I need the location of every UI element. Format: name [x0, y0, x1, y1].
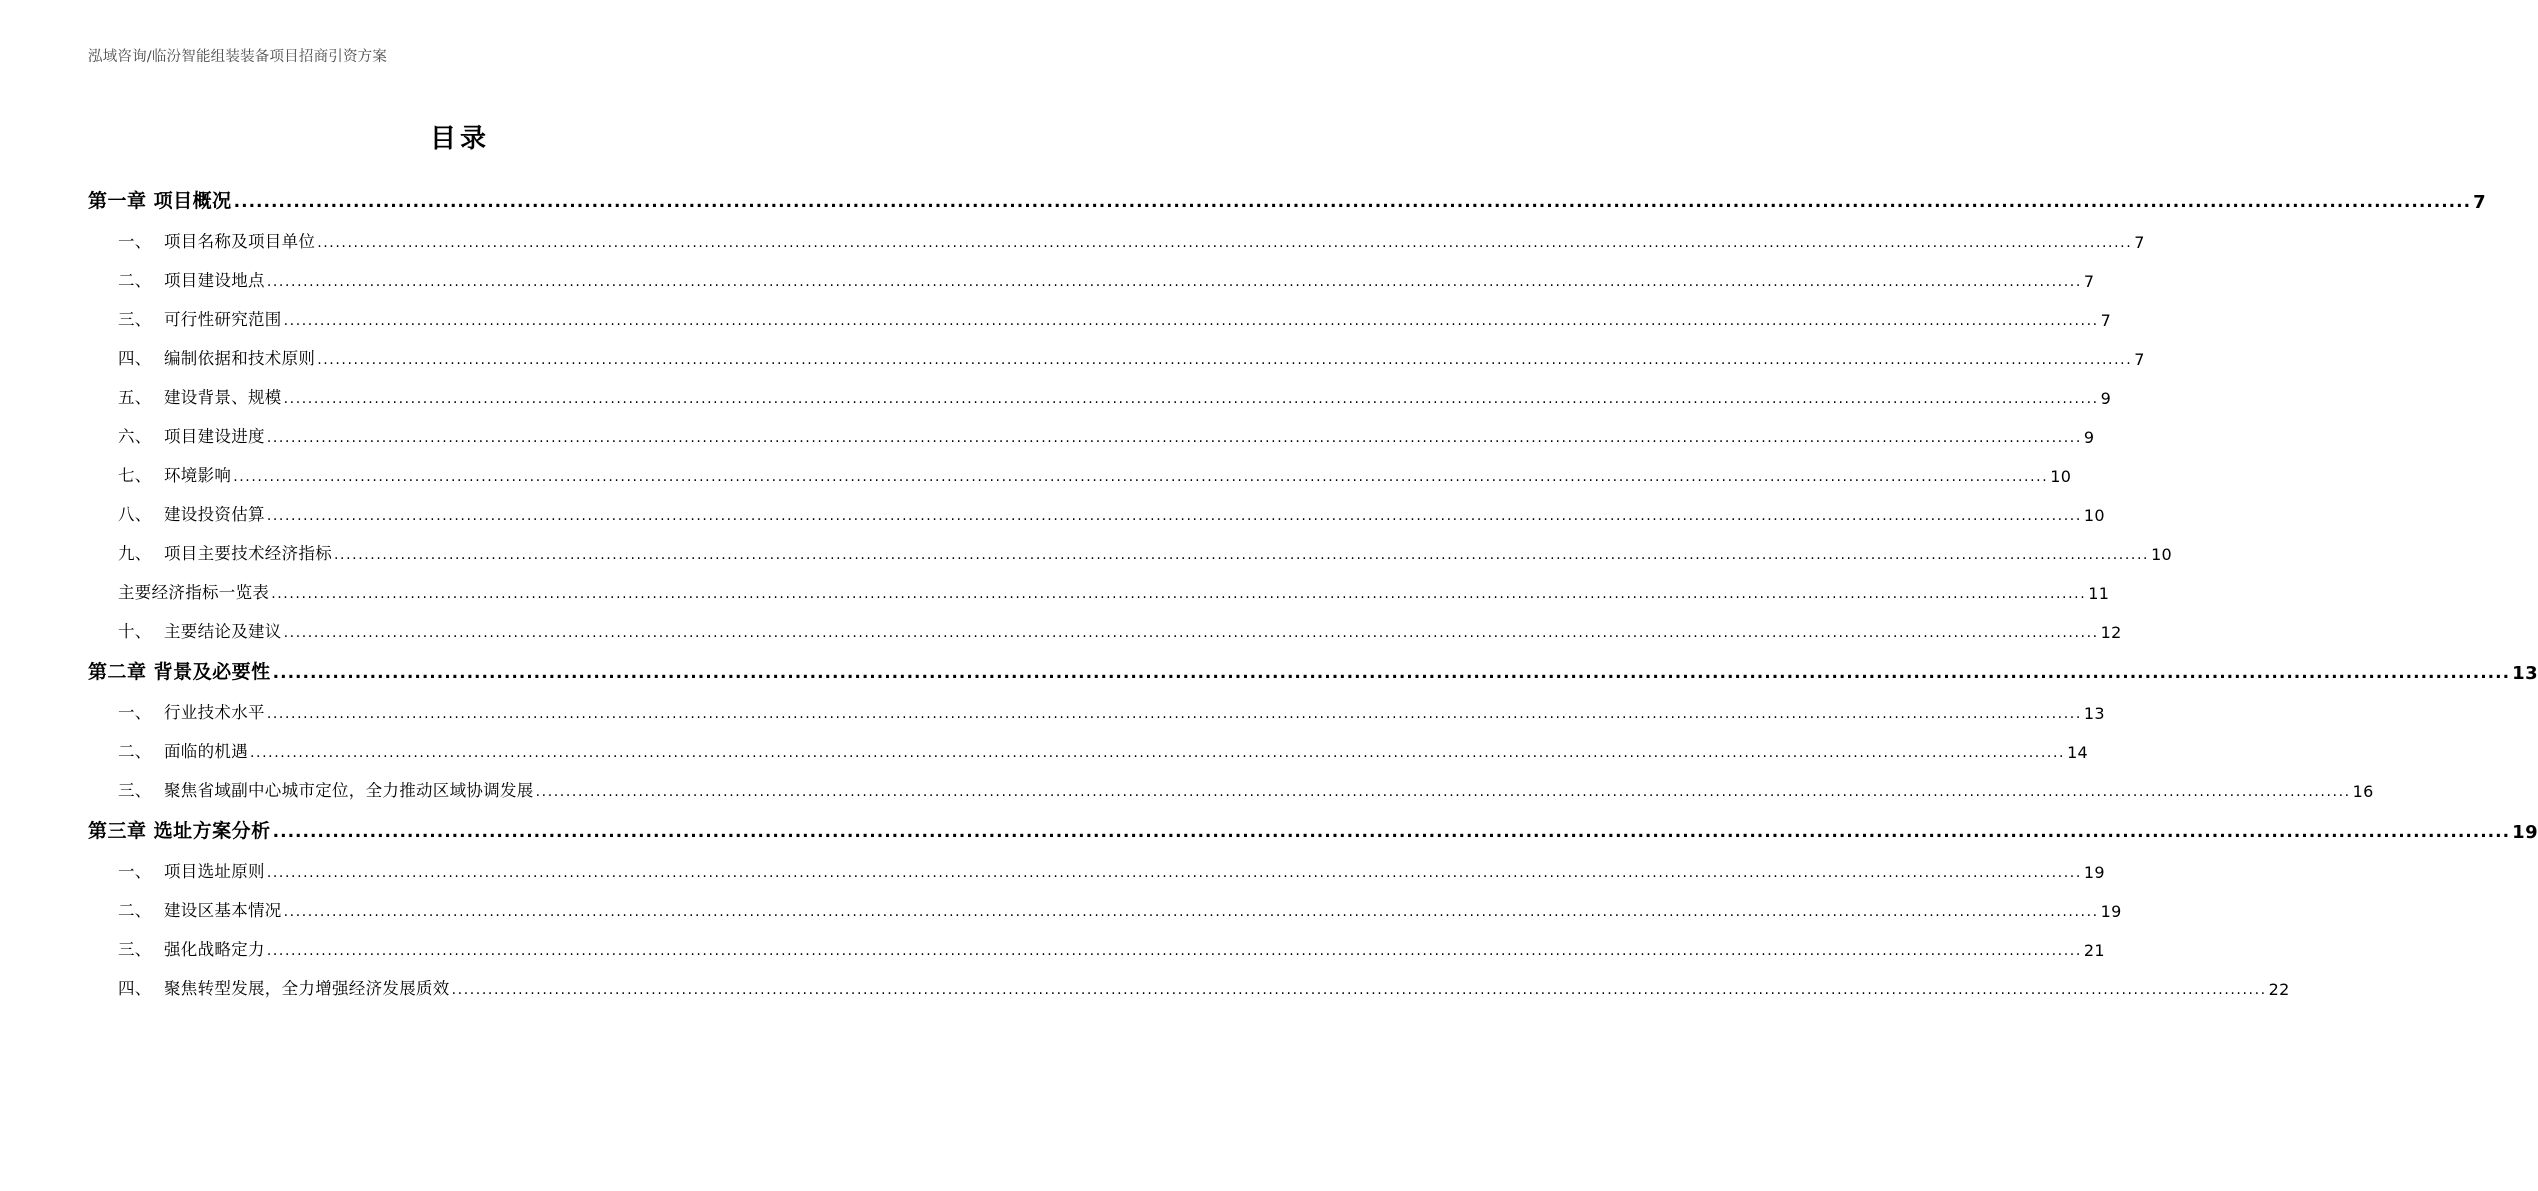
toc-entry-text: 环境影响 — [164, 466, 232, 485]
toc-leader-dots: ............................................................................................................................................................................................................................................................................................................ — [250, 745, 2066, 761]
toc-entry-number: 六、 — [118, 427, 152, 446]
toc-chapter-entry[interactable] — [88, 816, 2538, 843]
toc-leader-dots: ............................................................................................................................................................................................................................................................................................................ — [317, 352, 2133, 368]
toc-leader-dots: ............................................................................................................................................................................................................................................................................................................ — [233, 192, 2472, 212]
toc-entry-text: 项目主要技术经济指标 — [164, 544, 332, 563]
toc-entry-number: 一、 — [118, 862, 152, 881]
toc-chapter-entry[interactable] — [88, 186, 2487, 213]
toc-entry-label — [118, 897, 282, 921]
toc-entry-number: 二、 — [118, 901, 152, 920]
toc-section-entry[interactable] — [88, 897, 2122, 921]
toc-page-number: 21 — [2083, 941, 2105, 960]
toc-page-number: 10 — [2050, 467, 2072, 486]
toc-entry-label — [118, 618, 282, 642]
toc-entry-text: 聚焦省域副中心城市定位，全力推动区域协调发展 — [164, 781, 534, 800]
toc-entry-number: 三、 — [118, 781, 152, 800]
toc-entry-number: 五、 — [118, 388, 152, 407]
toc-page-number: 19 — [2100, 902, 2122, 921]
toc-leader-dots: ............................................................................................................................................................................................................................................................................................................ — [317, 235, 2133, 251]
toc-entry-text: 背景及必要性 — [153, 661, 271, 683]
toc-entry-label — [118, 738, 248, 762]
page-title: 目录 — [429, 124, 490, 154]
toc-page-number: 7 — [2134, 233, 2145, 252]
toc-entry-label — [118, 462, 231, 486]
page-header: 泓域咨询/临汾智能组装装备项目招商引资方案 — [88, 49, 388, 65]
toc-section-entry[interactable] — [88, 462, 2072, 486]
toc-page-number: 9 — [2100, 389, 2112, 408]
toc-entry-label — [118, 858, 265, 882]
toc-leader-dots: ............................................................................................................................................................................................................................................................................................................ — [535, 784, 2351, 800]
table-of-contents — [88, 172, 2538, 1014]
toc-entry-label — [118, 501, 265, 525]
toc-leader-dots: ............................................................................................................................................................................................................................................................................................................ — [266, 508, 2082, 524]
toc-entry-number: 四、 — [118, 349, 152, 368]
toc-entry-text: 主要经济指标一览表 — [118, 583, 270, 602]
toc-entry-label — [118, 384, 282, 408]
toc-entry-text: 项目概况 — [153, 190, 232, 212]
toc-section-entry[interactable] — [88, 501, 2105, 525]
toc-section-entry[interactable] — [88, 618, 2122, 642]
toc-page-number: 10 — [2083, 506, 2105, 525]
toc-section-entry[interactable] — [88, 267, 2095, 291]
toc-entry-label — [118, 579, 269, 603]
toc-entry-number: 第一章 — [88, 190, 147, 212]
toc-section-entry[interactable] — [88, 936, 2105, 960]
toc-page-number: 7 — [2473, 192, 2487, 213]
toc-section-entry[interactable] — [88, 699, 2105, 723]
toc-entry-number: 二、 — [118, 271, 152, 290]
toc-leader-dots: ............................................................................................................................................................................................................................................................................................................ — [283, 391, 2099, 407]
toc-entry-label — [118, 423, 265, 447]
toc-section-entry[interactable] — [88, 384, 2112, 408]
toc-entry-text: 行业技术水平 — [164, 703, 265, 722]
toc-leader-dots: ............................................................................................................................................................................................................................................................................................................ — [283, 313, 2099, 329]
toc-entry-label — [118, 228, 315, 252]
toc-section-entry[interactable] — [88, 777, 2374, 801]
toc-leader-dots: ............................................................................................................................................................................................................................................................................................................ — [272, 822, 2511, 842]
toc-entry-text: 可行性研究范围 — [164, 310, 282, 329]
toc-section-entry[interactable] — [88, 306, 2112, 330]
toc-leader-dots: ............................................................................................................................................................................................................................................................................................................ — [266, 943, 2082, 959]
toc-page-number: 19 — [2512, 822, 2538, 843]
toc-entry-text: 编制依据和技术原则 — [164, 349, 316, 368]
toc-entry-label — [88, 186, 232, 213]
toc-page-number: 16 — [2352, 782, 2374, 801]
toc-page-number: 12 — [2100, 623, 2122, 642]
toc-entry-text: 项目建设地点 — [164, 271, 265, 290]
toc-entry-number: 十、 — [118, 622, 152, 641]
toc-entry-label — [118, 345, 315, 369]
toc-entry-number: 四、 — [118, 979, 152, 998]
toc-entry-number: 九、 — [118, 544, 152, 563]
toc-page-number: 11 — [2088, 584, 2110, 603]
toc-entry-text: 强化战略定力 — [164, 940, 265, 959]
toc-entry-label — [88, 657, 271, 684]
toc-entry-label — [118, 699, 265, 723]
toc-entry-text: 建设区基本情况 — [164, 901, 282, 920]
toc-entry-text: 项目建设进度 — [164, 427, 265, 446]
toc-chapter-entry[interactable] — [88, 657, 2538, 684]
toc-entry-label — [118, 306, 282, 330]
toc-page-number: 7 — [2083, 272, 2095, 291]
toc-entry-label — [118, 540, 332, 564]
toc-leader-dots: ............................................................................................................................................................................................................................................................................................................ — [266, 706, 2082, 722]
toc-entry-label — [88, 816, 271, 843]
toc-section-entry[interactable] — [88, 858, 2105, 882]
toc-entry-text: 建设投资估算 — [164, 505, 265, 524]
toc-leader-dots: ............................................................................................................................................................................................................................................................................................................ — [233, 469, 2049, 485]
toc-section-entry[interactable] — [88, 345, 2145, 369]
toc-entry-number: 一、 — [118, 232, 152, 251]
toc-page-number: 7 — [2134, 350, 2145, 369]
toc-entry-number: 三、 — [118, 940, 152, 959]
toc-leader-dots: ............................................................................................................................................................................................................................................................................................................ — [272, 663, 2511, 683]
toc-entry-label — [118, 267, 265, 291]
toc-page-number: 13 — [2083, 704, 2105, 723]
toc-section-entry[interactable] — [88, 423, 2095, 447]
toc-section-entry[interactable] — [88, 228, 2145, 252]
toc-entry-number: 第二章 — [88, 661, 147, 683]
toc-entry-label — [118, 975, 450, 999]
toc-page-number: 14 — [2067, 743, 2089, 762]
toc-page-number: 22 — [2268, 980, 2290, 999]
toc-entry-text: 面临的机遇 — [164, 742, 248, 761]
toc-leader-dots: ............................................................................................................................................................................................................................................................................................................ — [283, 904, 2099, 920]
toc-entry-text: 项目名称及项目单位 — [164, 232, 316, 251]
toc-section-entry[interactable] — [88, 738, 2089, 762]
toc-page-number: 9 — [2083, 428, 2095, 447]
toc-entry-number: 三、 — [118, 310, 152, 329]
toc-entry-text: 建设背景、规模 — [164, 388, 282, 407]
toc-entry-text: 选址方案分析 — [153, 820, 271, 842]
toc-section-entry[interactable] — [88, 975, 2290, 999]
toc-entry-number: 八、 — [118, 505, 152, 524]
toc-entry-number: 二、 — [118, 742, 152, 761]
toc-leader-dots: ............................................................................................................................................................................................................................................................................................................ — [283, 625, 2099, 641]
toc-entry-number: 七、 — [118, 466, 152, 485]
toc-entry-label — [118, 777, 534, 801]
toc-leader-dots: ............................................................................................................................................................................................................................................................................................................ — [266, 865, 2082, 881]
toc-entry-text: 聚焦转型发展，全力增强经济发展质效 — [164, 979, 450, 998]
toc-leader-dots: ............................................................................................................................................................................................................................................................................................................ — [266, 274, 2082, 290]
toc-entry-label — [118, 936, 265, 960]
toc-page-number: 7 — [2100, 311, 2112, 330]
toc-section-entry[interactable] — [88, 579, 2110, 603]
toc-leader-dots: ............................................................................................................................................................................................................................................................................................................ — [266, 430, 2082, 446]
toc-page-number: 10 — [2151, 545, 2173, 564]
toc-leader-dots: ............................................................................................................................................................................................................................................................................................................ — [271, 586, 2087, 602]
toc-entry-number: 第三章 — [88, 820, 147, 842]
toc-leader-dots: ............................................................................................................................................................................................................................................................................................................ — [451, 982, 2267, 998]
toc-page-number: 13 — [2512, 663, 2538, 684]
toc-entry-text: 主要结论及建议 — [164, 622, 282, 641]
toc-entry-text: 项目选址原则 — [164, 862, 265, 881]
toc-section-entry[interactable] — [88, 540, 2173, 564]
toc-leader-dots: ............................................................................................................................................................................................................................................................................................................ — [334, 547, 2150, 563]
toc-page-number: 19 — [2083, 863, 2105, 882]
toc-entry-number: 一、 — [118, 703, 152, 722]
